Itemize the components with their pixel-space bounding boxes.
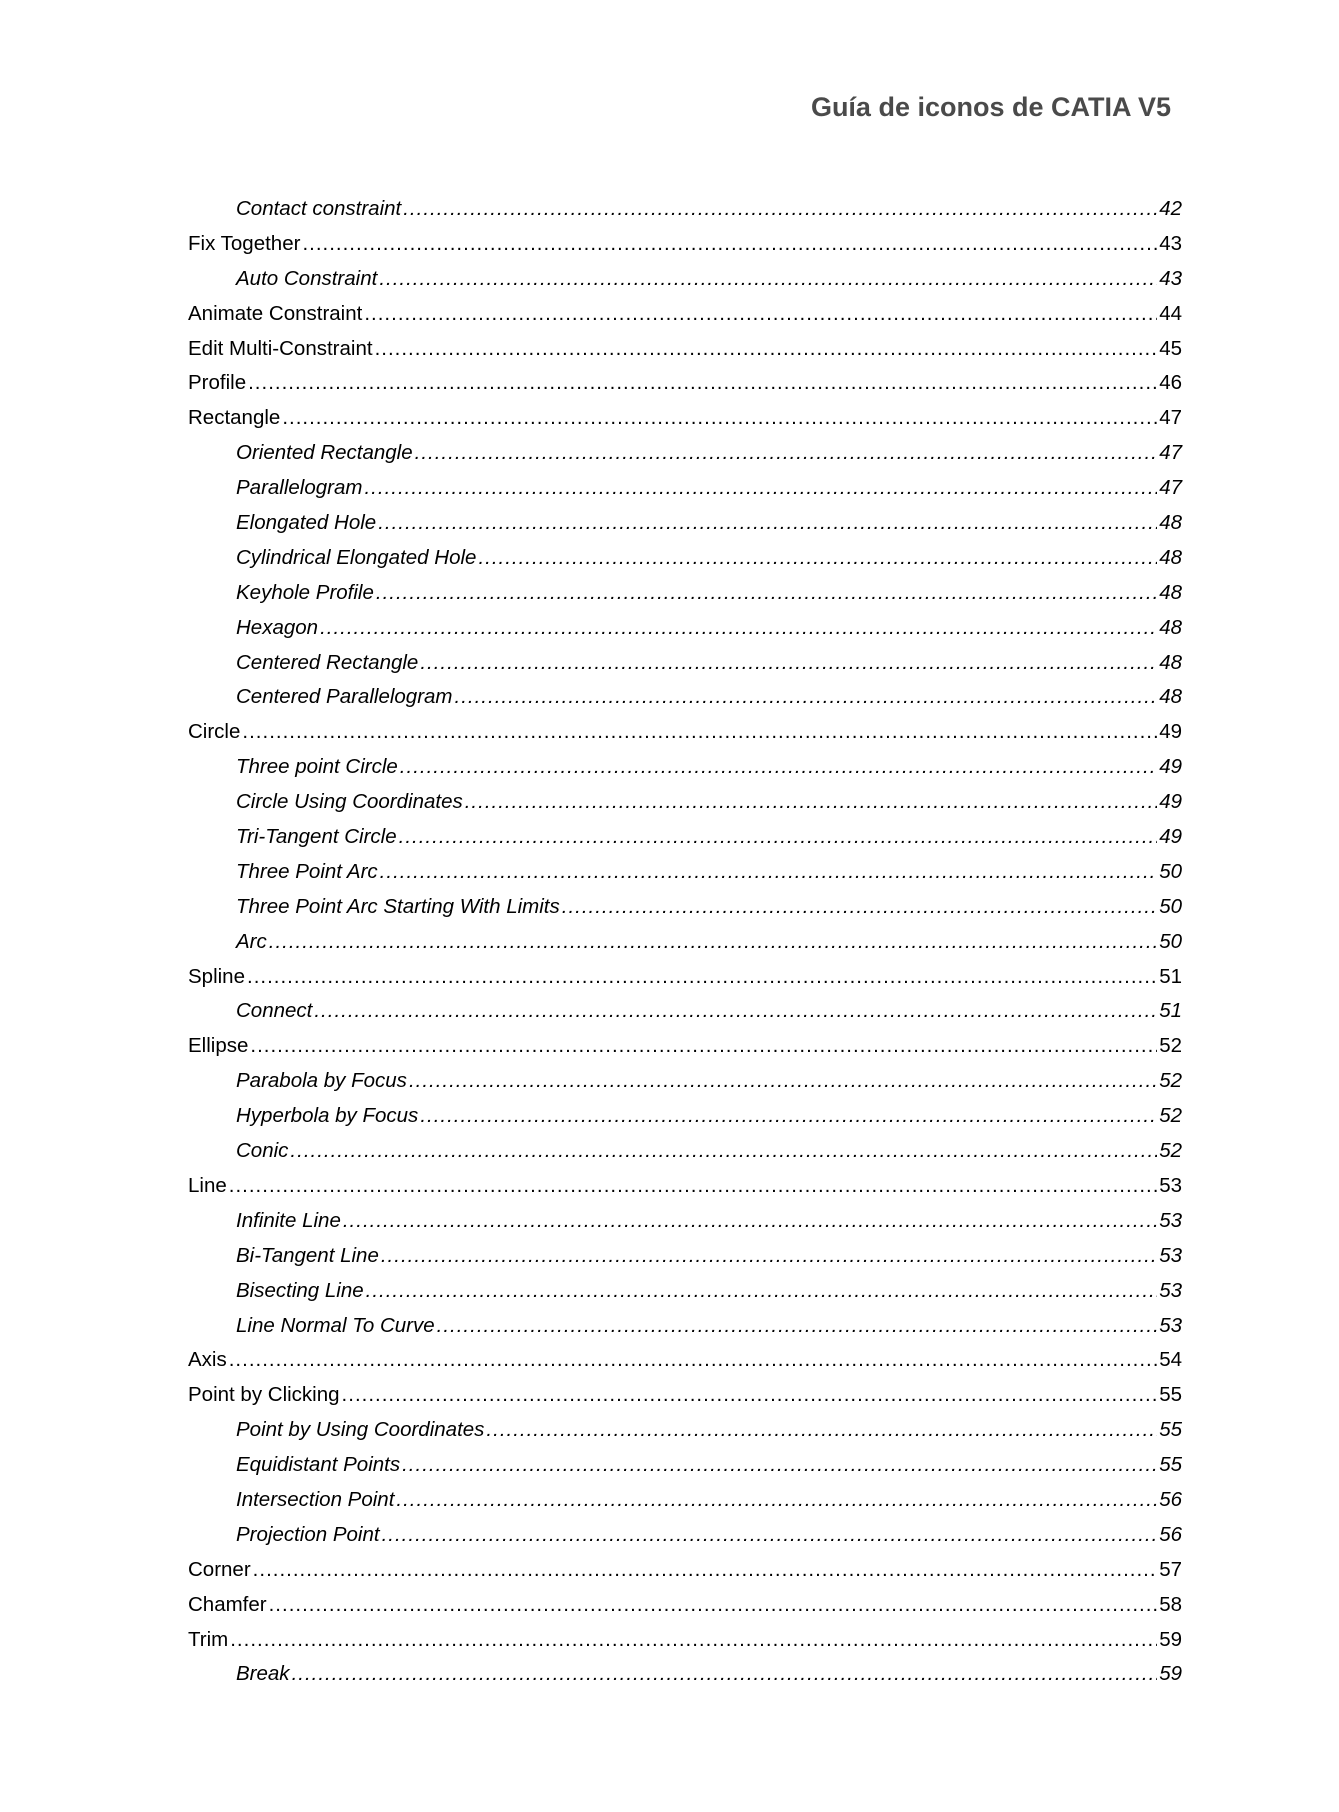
toc-subentry[interactable]	[188, 506, 1182, 541]
toc-entry[interactable]	[188, 366, 1182, 401]
toc-page-number: 57	[1159, 1557, 1182, 1581]
toc-dot-leader	[402, 1448, 1157, 1483]
toc-page-number: 55	[1159, 1418, 1182, 1442]
toc-page-number: 47	[1159, 441, 1182, 465]
toc-page-number: 52	[1159, 1104, 1182, 1128]
toc-subentry[interactable]	[188, 471, 1182, 506]
toc-page-number: 55	[1159, 1453, 1182, 1477]
toc-entry-title: Hyperbola by Focus	[236, 1104, 419, 1128]
toc-dot-leader	[292, 1657, 1158, 1692]
toc-page-number: 48	[1159, 511, 1182, 535]
toc-entry-title: Break	[236, 1662, 290, 1686]
toc-dot-leader	[269, 925, 1157, 960]
toc-dot-leader	[562, 890, 1157, 925]
toc-subentry[interactable]	[188, 1413, 1182, 1448]
toc-page-number: 54	[1159, 1348, 1182, 1372]
toc-entry-title: Trim	[188, 1627, 229, 1651]
table-of-contents	[188, 192, 1182, 1692]
toc-page-number: 44	[1159, 301, 1182, 325]
toc-page-number: 49	[1159, 790, 1182, 814]
toc-subentry[interactable]	[188, 611, 1182, 646]
toc-page-number: 52	[1159, 1069, 1182, 1093]
toc-entry-title: Bisecting Line	[236, 1278, 364, 1302]
toc-subentry[interactable]	[188, 890, 1182, 925]
toc-page-number: 47	[1159, 476, 1182, 500]
toc-page-number: 50	[1159, 894, 1182, 918]
toc-entry-title: Connect	[236, 999, 313, 1023]
toc-subentry[interactable]	[188, 750, 1182, 785]
toc-dot-leader	[290, 1134, 1157, 1169]
toc-entry[interactable]	[188, 1169, 1182, 1204]
toc-subentry[interactable]	[188, 1657, 1182, 1692]
toc-page-number: 46	[1159, 371, 1182, 395]
toc-dot-leader	[400, 750, 1157, 785]
toc-entry-title: Hexagon	[236, 615, 319, 639]
toc-dot-leader	[420, 646, 1157, 681]
toc-subentry[interactable]	[188, 436, 1182, 471]
toc-dot-leader	[375, 332, 1158, 367]
toc-page-number: 48	[1159, 580, 1182, 604]
toc-entry-title: Arc	[236, 929, 267, 953]
toc-dot-leader	[376, 576, 1157, 611]
toc-entry-title: Tri-Tangent Circle	[236, 825, 397, 849]
toc-dot-leader	[342, 1378, 1158, 1413]
toc-subentry[interactable]	[188, 1274, 1182, 1309]
toc-entry[interactable]	[188, 401, 1182, 436]
toc-page-number: 53	[1159, 1173, 1182, 1197]
toc-dot-leader	[378, 506, 1157, 541]
toc-subentry[interactable]	[188, 262, 1182, 297]
toc-subentry[interactable]	[188, 994, 1182, 1029]
toc-subentry[interactable]	[188, 1483, 1182, 1518]
toc-dot-leader	[380, 855, 1158, 890]
toc-entry-title: Centered Rectangle	[236, 650, 419, 674]
toc-entry-title: Chamfer	[188, 1592, 267, 1616]
toc-dot-leader	[364, 471, 1157, 506]
toc-entry-title: Bi-Tangent Line	[236, 1243, 379, 1267]
toc-dot-leader	[320, 611, 1157, 646]
toc-page-number: 47	[1159, 406, 1182, 430]
toc-page-number: 56	[1159, 1487, 1182, 1511]
toc-entry-title: Animate Constraint	[188, 301, 363, 325]
toc-page-number: 53	[1159, 1278, 1182, 1302]
toc-entry[interactable]	[188, 1343, 1182, 1378]
toc-dot-leader	[229, 1343, 1157, 1378]
toc-dot-leader	[269, 1588, 1158, 1623]
toc-entry-title: Point by Clicking	[188, 1383, 340, 1407]
toc-entry-title: Projection Point	[236, 1522, 380, 1546]
toc-dot-leader	[399, 820, 1158, 855]
toc-entry-title: Ellipse	[188, 1034, 249, 1058]
toc-subentry[interactable]	[188, 1134, 1182, 1169]
toc-page-number: 50	[1159, 929, 1182, 953]
toc-subentry[interactable]	[188, 1239, 1182, 1274]
toc-dot-leader	[250, 1029, 1157, 1064]
toc-entry[interactable]	[188, 1029, 1182, 1064]
toc-dot-leader	[409, 1064, 1157, 1099]
toc-entry-title: Keyhole Profile	[236, 580, 374, 604]
toc-entry-title: Rectangle	[188, 406, 281, 430]
toc-page-number: 58	[1159, 1592, 1182, 1616]
toc-subentry[interactable]	[188, 925, 1182, 960]
toc-page-number: 48	[1159, 685, 1182, 709]
toc-entry[interactable]	[188, 297, 1182, 332]
toc-entry-title: Profile	[188, 371, 247, 395]
toc-subentry[interactable]	[188, 1518, 1182, 1553]
toc-page-number: 45	[1159, 336, 1182, 360]
toc-subentry[interactable]	[188, 785, 1182, 820]
toc-page-number: 43	[1159, 266, 1182, 290]
toc-entry-title: Point by Using Coordinates	[236, 1418, 485, 1442]
toc-page-number: 55	[1159, 1383, 1182, 1407]
toc-entry-title: Centered Parallelogram	[236, 685, 453, 709]
toc-entry-title: Line Normal To Curve	[236, 1313, 435, 1337]
toc-page-number: 53	[1159, 1208, 1182, 1232]
toc-entry-title: Cylindrical Elongated Hole	[236, 545, 477, 569]
toc-subentry[interactable]	[188, 576, 1182, 611]
toc-dot-leader	[455, 680, 1158, 715]
toc-dot-leader	[253, 1553, 1158, 1588]
toc-dot-leader	[415, 436, 1158, 471]
toc-page-number: 59	[1159, 1662, 1182, 1686]
toc-entry-title: Elongated Hole	[236, 511, 377, 535]
toc-entry-title: Intersection Point	[236, 1487, 395, 1511]
toc-page-number: 49	[1159, 720, 1182, 744]
toc-entry-title: Conic	[236, 1139, 289, 1163]
toc-page-number: 59	[1159, 1627, 1182, 1651]
toc-entry[interactable]	[188, 1553, 1182, 1588]
toc-subentry[interactable]	[188, 1064, 1182, 1099]
toc-dot-leader	[396, 1483, 1157, 1518]
toc-page-number: 53	[1159, 1243, 1182, 1267]
toc-page-number: 51	[1159, 999, 1182, 1023]
toc-subentry[interactable]	[188, 855, 1182, 890]
toc-entry[interactable]	[188, 227, 1182, 262]
toc-entry-title: Line	[188, 1173, 227, 1197]
toc-subentry[interactable]	[188, 680, 1182, 715]
toc-entry-title: Contact constraint	[236, 197, 402, 220]
toc-entry-title: Three point Circle	[236, 755, 398, 779]
toc-entry-title: Auto Constraint	[236, 266, 378, 290]
toc-subentry[interactable]	[188, 646, 1182, 681]
toc-dot-leader	[379, 262, 1157, 297]
toc-dot-leader	[478, 541, 1157, 576]
toc-page-number: 48	[1159, 545, 1182, 569]
toc-page-number: 48	[1159, 615, 1182, 639]
toc-dot-leader	[403, 192, 1157, 227]
page-header-title: Guía de iconos de CATIA V5	[810, 92, 1171, 122]
toc-dot-leader	[247, 960, 1157, 995]
toc-dot-leader	[382, 1518, 1158, 1553]
toc-dot-leader	[248, 366, 1157, 401]
toc-subentry[interactable]	[188, 1448, 1182, 1483]
toc-dot-leader	[366, 1274, 1158, 1309]
toc-entry-title: Corner	[188, 1557, 251, 1581]
toc-page-number: 52	[1159, 1034, 1182, 1058]
toc-dot-leader	[381, 1239, 1157, 1274]
toc-dot-leader	[420, 1099, 1157, 1134]
toc-entry[interactable]	[188, 1623, 1182, 1658]
toc-dot-leader	[302, 227, 1157, 262]
toc-page-number: 50	[1159, 859, 1182, 883]
toc-dot-leader	[282, 401, 1157, 436]
toc-entry-title: Infinite Line	[236, 1208, 341, 1232]
toc-entry-title: Parallelogram	[236, 476, 363, 500]
toc-page-number: 49	[1159, 825, 1182, 849]
toc-subentry[interactable]	[188, 192, 1182, 227]
toc-entry-title: Parabola by Focus	[236, 1069, 407, 1093]
toc-dot-leader	[230, 1623, 1157, 1658]
toc-dot-leader	[242, 715, 1157, 750]
toc-page-number: 52	[1159, 1139, 1182, 1163]
toc-entry-title: Circle	[188, 720, 241, 744]
toc-dot-leader	[343, 1204, 1157, 1239]
toc-entry-title: Oriented Rectangle	[236, 441, 413, 465]
toc-entry[interactable]	[188, 960, 1182, 995]
toc-entry-title: Fix Together	[188, 231, 301, 255]
toc-page-number: 48	[1159, 650, 1182, 674]
toc-entry[interactable]	[188, 1588, 1182, 1623]
toc-subentry[interactable]	[188, 1099, 1182, 1134]
toc-entry[interactable]	[188, 1378, 1182, 1413]
toc-page-number: 42	[1159, 197, 1182, 220]
toc-dot-leader	[229, 1169, 1157, 1204]
toc-subentry[interactable]	[188, 541, 1182, 576]
toc-entry-title: Spline	[188, 964, 245, 988]
toc-dot-leader	[364, 297, 1157, 332]
toc-entry-title: Axis	[188, 1348, 227, 1372]
toc-page-number: 53	[1159, 1313, 1182, 1337]
toc-entry-title: Three Point Arc Starting With Limits	[236, 894, 560, 918]
toc-entry[interactable]	[188, 332, 1182, 367]
toc-subentry[interactable]	[188, 820, 1182, 855]
toc-dot-leader	[465, 785, 1157, 820]
toc-dot-leader	[314, 994, 1157, 1029]
toc-entry[interactable]	[188, 715, 1182, 750]
toc-entry-title: Three Point Arc	[236, 859, 378, 883]
toc-entry-title: Edit Multi-Constraint	[188, 336, 373, 360]
toc-subentry[interactable]	[188, 1309, 1182, 1344]
toc-subentry[interactable]	[188, 1204, 1182, 1239]
toc-page-number: 51	[1159, 964, 1182, 988]
toc-entry-title: Circle Using Coordinates	[236, 790, 463, 814]
toc-page-number: 56	[1159, 1522, 1182, 1546]
toc-dot-leader	[486, 1413, 1157, 1448]
toc-page-number: 49	[1159, 755, 1182, 779]
toc-entry-title: Equidistant Points	[236, 1453, 401, 1477]
toc-dot-leader	[437, 1309, 1158, 1344]
toc-page-number: 43	[1159, 231, 1182, 255]
